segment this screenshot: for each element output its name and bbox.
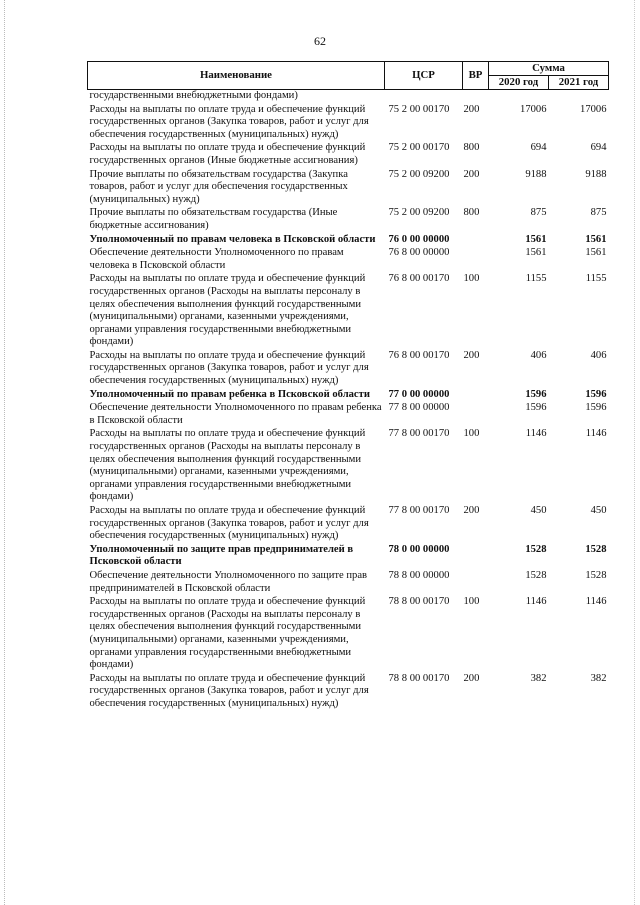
row-name: Расходы на выплаты по оплате труда и обеспечение функций государственных органов (Закупка товаров, работ и услуг для обеспечения государственных (муниципальных) нужд) bbox=[89, 103, 369, 140]
row-sum-2021: 1146 bbox=[585, 428, 607, 440]
row-sum-2021: 875 bbox=[590, 207, 607, 219]
row-sum-2021: 406 bbox=[590, 349, 607, 361]
row-name: Расходы на выплаты по оплате труда и обеспечение функций государственных органов (Расходы на выплаты персоналу в целях обеспечения выполнения функций государственными (муниципальными) органами, казенными учреждениями, органами управления государственными внебюджетными фондами) bbox=[89, 273, 366, 348]
row-csr-code: 77 8 00 00170 bbox=[388, 505, 450, 516]
row-csr-code: 75 2 00 09200 bbox=[388, 207, 450, 219]
row-csr-code: 75 2 00 09200 bbox=[388, 168, 450, 180]
row-name: Обеспечение деятельности Уполномоченного по правам человека в Псковской области bbox=[89, 247, 344, 271]
budget-table bbox=[87, 61, 609, 712]
row-vr-code: 200 bbox=[463, 103, 480, 115]
row-sum-2020: 1561 bbox=[525, 247, 547, 259]
row-name: Расходы на выплаты по оплате труда и обеспечение функций государственных органов (Закупка товаров, работ и услуг для обеспечения государственных (муниципальных) нужд) bbox=[89, 505, 369, 542]
table-row bbox=[88, 428, 609, 505]
row-csr-code bbox=[385, 90, 463, 104]
row-sum-2020: 694 bbox=[530, 142, 547, 154]
row-csr-code: 77 0 00 00000 bbox=[388, 388, 450, 400]
row-csr-code: 77 8 00 00170 bbox=[388, 428, 450, 440]
row-sum-2020: 1528 bbox=[525, 569, 547, 581]
row-sum-2021: 450 bbox=[590, 505, 607, 516]
row-name: Расходы на выплаты по оплате труда и обеспечение функций государственных органов (Закупка товаров, работ и услуг для обеспечения государственных (муниципальных) нужд) bbox=[89, 349, 369, 387]
row-name: Обеспечение деятельности Уполномоченного по правам ребенка в Псковской области bbox=[89, 402, 382, 426]
table-section-row bbox=[88, 544, 609, 570]
table-row bbox=[88, 673, 609, 712]
row-vr-code: 800 bbox=[463, 142, 480, 154]
row-csr-code: 78 8 00 00000 bbox=[388, 569, 450, 581]
row-sum-2020: 1146 bbox=[525, 428, 547, 440]
row-vr-code bbox=[463, 402, 489, 428]
row-name: Расходы на выплаты по оплате труда и обеспечение функций государственных органов (Иные бюджетные ассигнования) bbox=[89, 142, 366, 166]
table-row bbox=[88, 505, 609, 544]
row-sum-2021: 1146 bbox=[585, 596, 607, 608]
row-name: Прочие выплаты по обязательствам государства (Иные бюджетные ассигнования) bbox=[89, 207, 338, 231]
row-vr-code: 100 bbox=[463, 596, 480, 608]
row-sum-2021: 1528 bbox=[585, 543, 607, 555]
row-csr-code: 76 8 00 00170 bbox=[388, 273, 450, 285]
row-sum-2021: 1596 bbox=[585, 388, 607, 400]
header-year-2021: 2021 год bbox=[549, 75, 609, 89]
row-name: Уполномоченный по защите прав предпринимателей в Псковской области bbox=[89, 543, 354, 568]
row-sum-2020: 382 bbox=[530, 672, 547, 684]
row-sum-2020: 1146 bbox=[525, 596, 547, 608]
page-edge-right bbox=[634, 0, 636, 905]
row-sum-2020: 9188 bbox=[525, 168, 547, 180]
row-csr-code: 78 8 00 00170 bbox=[388, 596, 450, 608]
row-sum-2020: 406 bbox=[530, 349, 547, 361]
table-row bbox=[88, 142, 609, 168]
row-vr-code: 200 bbox=[463, 168, 480, 180]
row-csr-code: 76 0 00 00000 bbox=[388, 233, 450, 245]
row-vr-code: 200 bbox=[463, 505, 480, 516]
table-header bbox=[88, 62, 609, 90]
row-sum-2020: 875 bbox=[530, 207, 547, 219]
row-sum-2020: 1528 bbox=[525, 543, 547, 555]
row-sum-2021: 1561 bbox=[585, 247, 607, 259]
table-row bbox=[88, 402, 609, 428]
row-sum-2020: 1596 bbox=[525, 388, 547, 400]
table-row bbox=[88, 273, 609, 350]
row-sum-2021 bbox=[549, 90, 609, 104]
row-csr-code: 78 0 00 00000 bbox=[388, 543, 450, 555]
table-row bbox=[88, 570, 609, 596]
row-vr-code: 100 bbox=[463, 273, 480, 285]
row-csr-code: 78 8 00 00170 bbox=[388, 672, 450, 684]
row-name: Расходы на выплаты по оплате труда и обеспечение функций государственных органов (Расходы на выплаты персоналу в целях обеспечения выполнения функций государственными (муниципальными) органами, казенными учреждениями, органами управления государственными внебюджетными фондами) bbox=[89, 596, 366, 671]
row-csr-code: 77 8 00 00000 bbox=[388, 402, 450, 414]
row-vr-code: 200 bbox=[463, 672, 480, 684]
table-section-row bbox=[88, 389, 609, 403]
row-csr-code: 76 8 00 00000 bbox=[388, 247, 450, 259]
row-sum-2020: 1155 bbox=[525, 273, 547, 285]
table-section-row bbox=[88, 234, 609, 248]
table-row bbox=[88, 596, 609, 673]
table-row bbox=[88, 247, 609, 273]
row-name: Расходы на выплаты по оплате труда и обеспечение функций государственных органов (Закупка товаров, работ и услуг для обеспечения государственных (муниципальных) нужд) bbox=[89, 672, 369, 709]
table-row bbox=[88, 90, 609, 104]
row-csr-code: 75 2 00 00170 bbox=[388, 142, 450, 154]
row-name: Обеспечение деятельности Уполномоченного по защите прав предпринимателей в Псковской области bbox=[89, 569, 368, 594]
row-sum-2020 bbox=[489, 90, 549, 104]
row-sum-2021: 17006 bbox=[580, 103, 607, 115]
row-vr-code bbox=[463, 570, 489, 596]
row-sum-2021: 1528 bbox=[585, 569, 607, 581]
row-sum-2020: 1596 bbox=[525, 402, 547, 414]
page-edge-left bbox=[4, 0, 6, 905]
table-body bbox=[88, 90, 609, 712]
row-vr-code: 100 bbox=[463, 428, 480, 440]
table-row bbox=[88, 207, 609, 233]
header-name: Наименование bbox=[88, 62, 385, 90]
row-name: Уполномоченный по правам ребенка в Псковской области bbox=[89, 388, 370, 400]
row-vr-code: 800 bbox=[463, 207, 480, 219]
header-csr: ЦСР bbox=[385, 62, 463, 90]
header-year-2020: 2020 год bbox=[489, 75, 549, 89]
page-number: 62 bbox=[314, 34, 326, 48]
row-name: Уполномоченный по правам человека в Псковской области bbox=[89, 233, 376, 245]
table-row bbox=[88, 350, 609, 389]
row-name: Прочие выплаты по обязательствам государства (Закупка товаров, работ и услуг для обеспечения государственных (муниципальных) нужд) bbox=[89, 168, 348, 205]
row-sum-2021: 1561 bbox=[585, 233, 607, 245]
row-name: государственными внебюджетными фондами) bbox=[89, 90, 298, 101]
row-vr-code bbox=[463, 544, 489, 570]
row-sum-2021: 1596 bbox=[585, 402, 607, 414]
row-sum-2021: 9188 bbox=[585, 168, 607, 180]
row-vr-code: 200 bbox=[463, 349, 480, 361]
row-sum-2020: 450 bbox=[530, 505, 547, 516]
row-sum-2020: 17006 bbox=[520, 103, 547, 115]
row-name: Расходы на выплаты по оплате труда и обеспечение функций государственных органов (Расходы на выплаты персоналу в целях обеспечения выполнения функций государственными (муниципальными) органами, казенными учреждениями, органами управления государственными внебюджетными фондами) bbox=[89, 428, 366, 503]
row-vr-code bbox=[463, 234, 489, 248]
row-sum-2021: 382 bbox=[590, 672, 607, 684]
table-row bbox=[88, 104, 609, 143]
row-sum-2020: 1561 bbox=[525, 233, 547, 245]
row-csr-code: 75 2 00 00170 bbox=[388, 103, 450, 115]
row-sum-2021: 1155 bbox=[585, 273, 607, 285]
header-sum: Сумма bbox=[489, 62, 609, 76]
table-row bbox=[88, 169, 609, 208]
row-vr-code bbox=[463, 389, 489, 403]
row-sum-2021: 694 bbox=[590, 142, 607, 154]
row-vr-code bbox=[463, 247, 489, 273]
row-csr-code: 76 8 00 00170 bbox=[388, 349, 450, 361]
header-vr: ВР bbox=[463, 62, 489, 90]
row-vr-code bbox=[463, 90, 489, 104]
